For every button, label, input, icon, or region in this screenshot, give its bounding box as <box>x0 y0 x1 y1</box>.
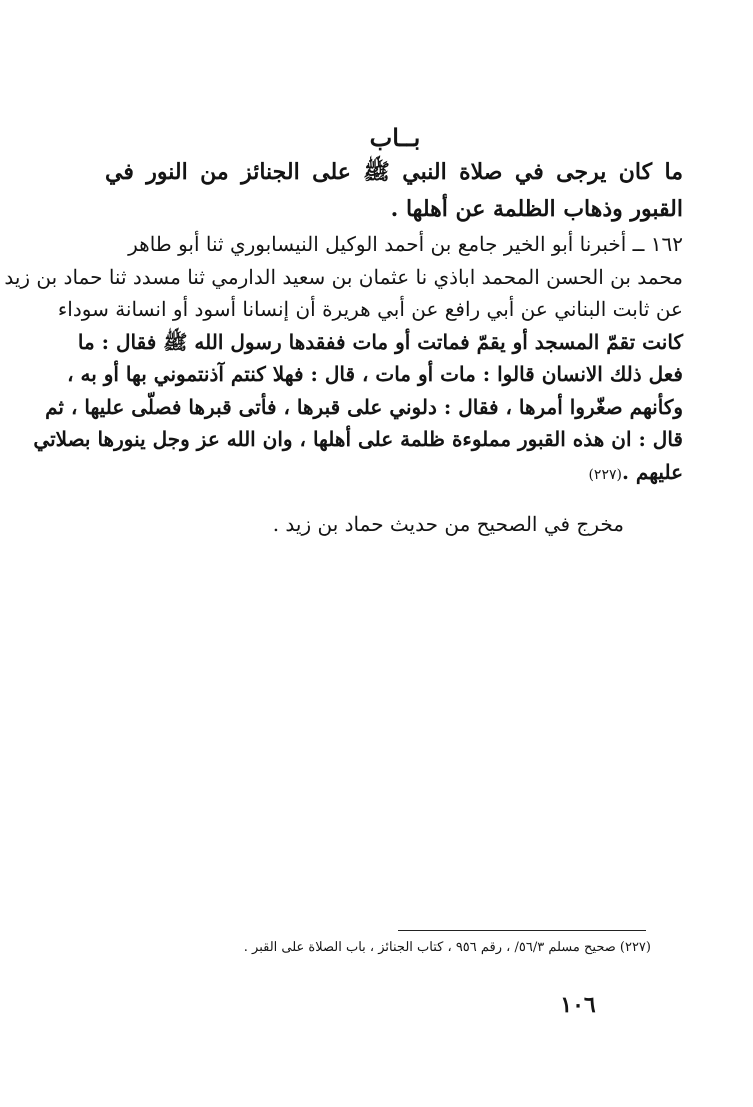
hadith-line: قال : ان هذه القبور مملوءة ظلمة على أهلها ، وان الله عز وجل ينورها بصلاتي <box>33 427 683 451</box>
hadith-text <box>4 228 683 491</box>
hadith-line: ١٦٢ ــ أخبرنا أبو الخير جامع بن أحمد الوكيل النيسابوري ثنا أبو طاهر <box>128 232 683 256</box>
footnote <box>244 937 651 959</box>
hadith-last-line <box>103 456 683 492</box>
hadith-line: فعل ذلك الانسان قالوا : مات أو مات ، قال : فهلا كنتم آذنتموني بها أو به ، <box>67 362 683 386</box>
chapter-title: ما كان يرجى في صلاة النبي ﷺ على الجنائز من النور في القبور وذهاب الظلمة عن أهلها . <box>105 159 683 222</box>
hadith-line: وكأنهم صغّروا أمرها ، فقال : دلوني على قبرها ، فأتى قبرها فصلّى عليها ، ثم <box>45 394 683 419</box>
footnote-reference-marker: (٢٢٧) <box>588 466 622 483</box>
hadith-line: محمد بن الحسن المحمد اباذي نا عثمان بن سعيد الدارمي ثنا مسدد ثنا حماد بن زيد <box>4 264 683 289</box>
hadith-line: كانت تقمّ المسجد أو يقمّ فماتت أو مات ففقدها رسول الله ﷺ فقال : ما <box>77 329 683 354</box>
hadith-line: عن ثابت البناني عن أبي رافع عن أبي هريرة أن إنسانا أسود أو انسانة سوداء <box>57 297 683 321</box>
hadith-line-text: عليهم . <box>621 459 683 484</box>
footnote-text: صحيح مسلم ٥٦/٣/ ، رقم ٩٥٦ ، كتاب الجنائز ، باب الصلاة على القبر . <box>243 940 616 955</box>
takhrij-note: مخرج في الصحيح من حديث حماد بن زيد . <box>272 512 624 536</box>
footnote-number: (٢٢٧) <box>619 940 651 955</box>
footnote-separator <box>398 930 646 931</box>
chapter-heading: بــاب <box>369 123 421 152</box>
page-number: ١٠٦ <box>560 992 596 1018</box>
